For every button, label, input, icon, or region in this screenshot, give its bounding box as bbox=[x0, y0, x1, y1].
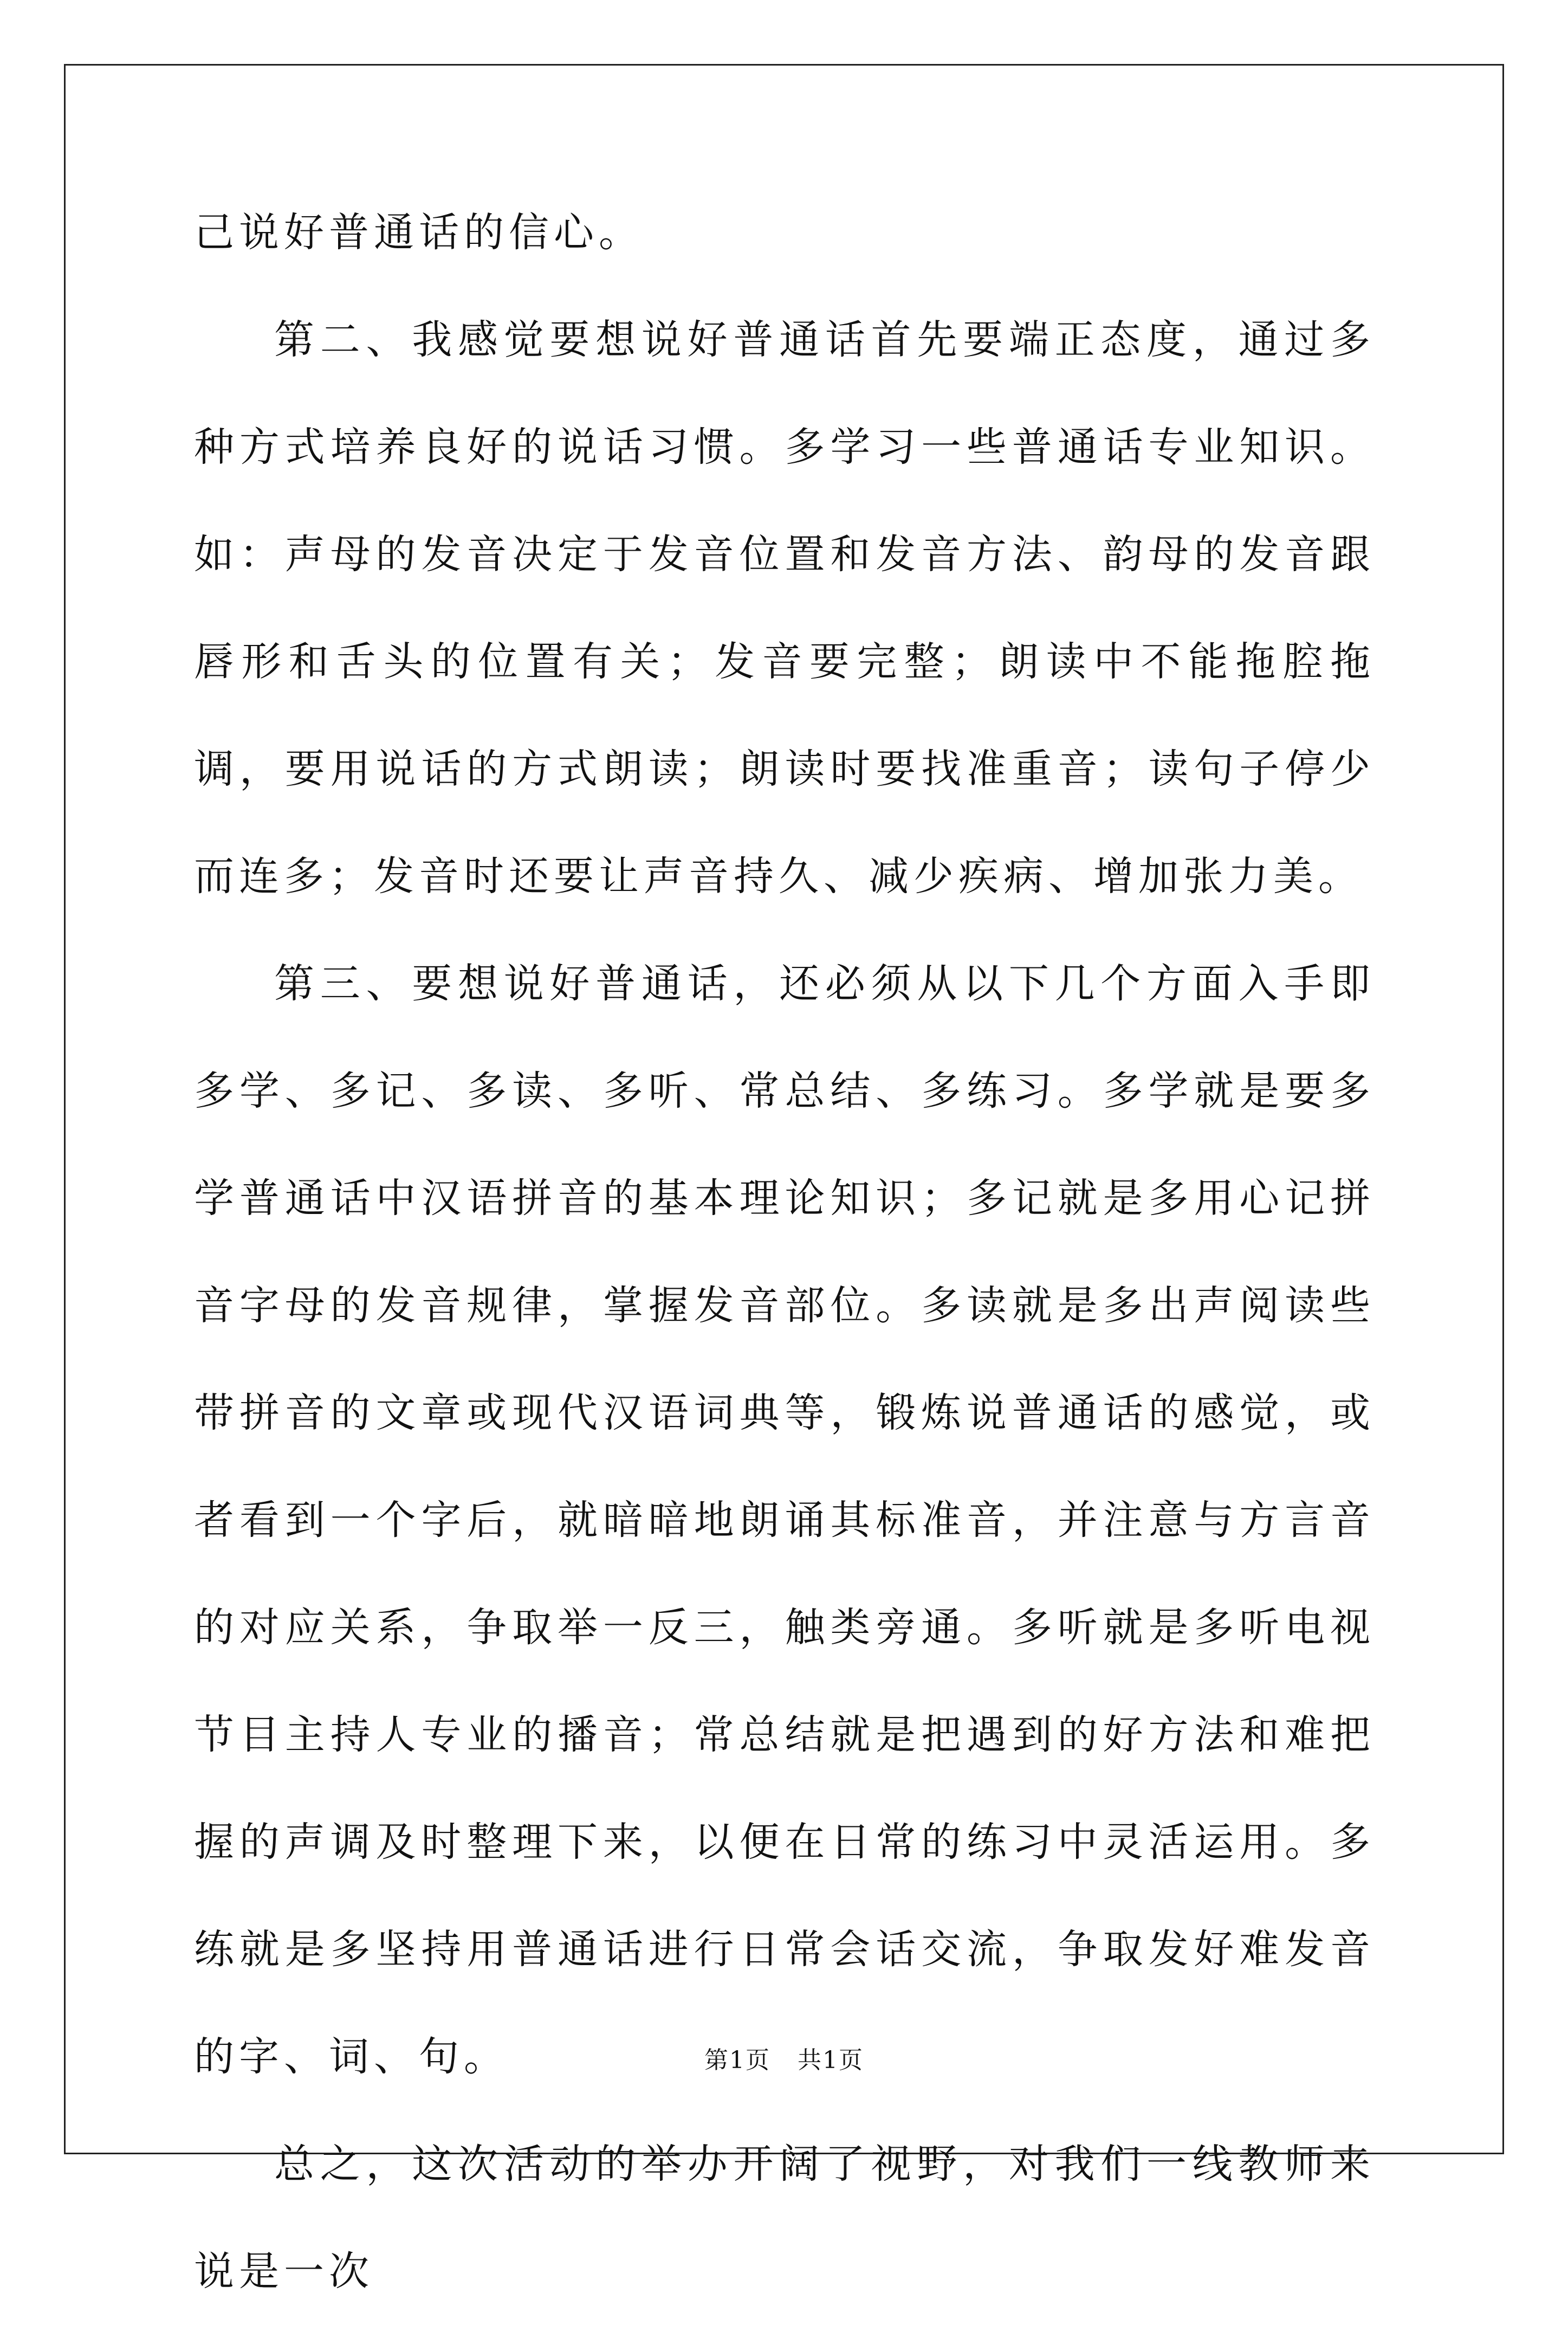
page-number: 第1页 bbox=[704, 2046, 770, 2074]
paragraph-conclusion: 总之，这次活动的举办开阔了视野，对我们一线教师来说是一次 bbox=[194, 2141, 1375, 2295]
page-footer bbox=[0, 2040, 1568, 2075]
paragraph-second-point: 第二、我感觉要想说好普通话首先要端正态度，通过多种方式培养良好的说话习惯。多学习一些普通话专业知识。如：声母的发音决定于发音位置和发音方法、韵母的发音跟唇形和舌头的位置有关；发音要完整；朗读中不能拖腔拖调，要用说话的方式朗读；朗读时要找准重音；读句子停少而连多；发音时还要让声音持久、减少疾病、增加张力美。 bbox=[194, 317, 1375, 900]
document-body bbox=[194, 179, 1375, 2325]
paragraph-third-point: 第三、要想说好普通话，还必须从以下几个方面入手即多学、多记、多读、多听、常总结、多练习。多学就是要多学普通话中汉语拼音的基本理论知识；多记就是多用心记拼音字母的发音规律，掌握发音部位。多读就是多出声阅读些带拼音的文章或现代汉语词典等，锻炼说普通话的感觉，或者看到一个字后，就暗暗地朗诵其标准音，并注意与方言音的对应关系，争取举一反三，触类旁通。多听就是多听电视节目主持人专业的播音；常总结就是把遇到的好方法和难把握的声调及时整理下来，以便在日常的练习中灵活运用。多练就是多坚持用普通话进行日常会话交流，争取发好难发音的字、词、句。 bbox=[194, 960, 1375, 2080]
page-total: 共1页 bbox=[798, 2046, 864, 2074]
paragraph-continuation: 己说好普通话的信心。 bbox=[194, 209, 644, 256]
